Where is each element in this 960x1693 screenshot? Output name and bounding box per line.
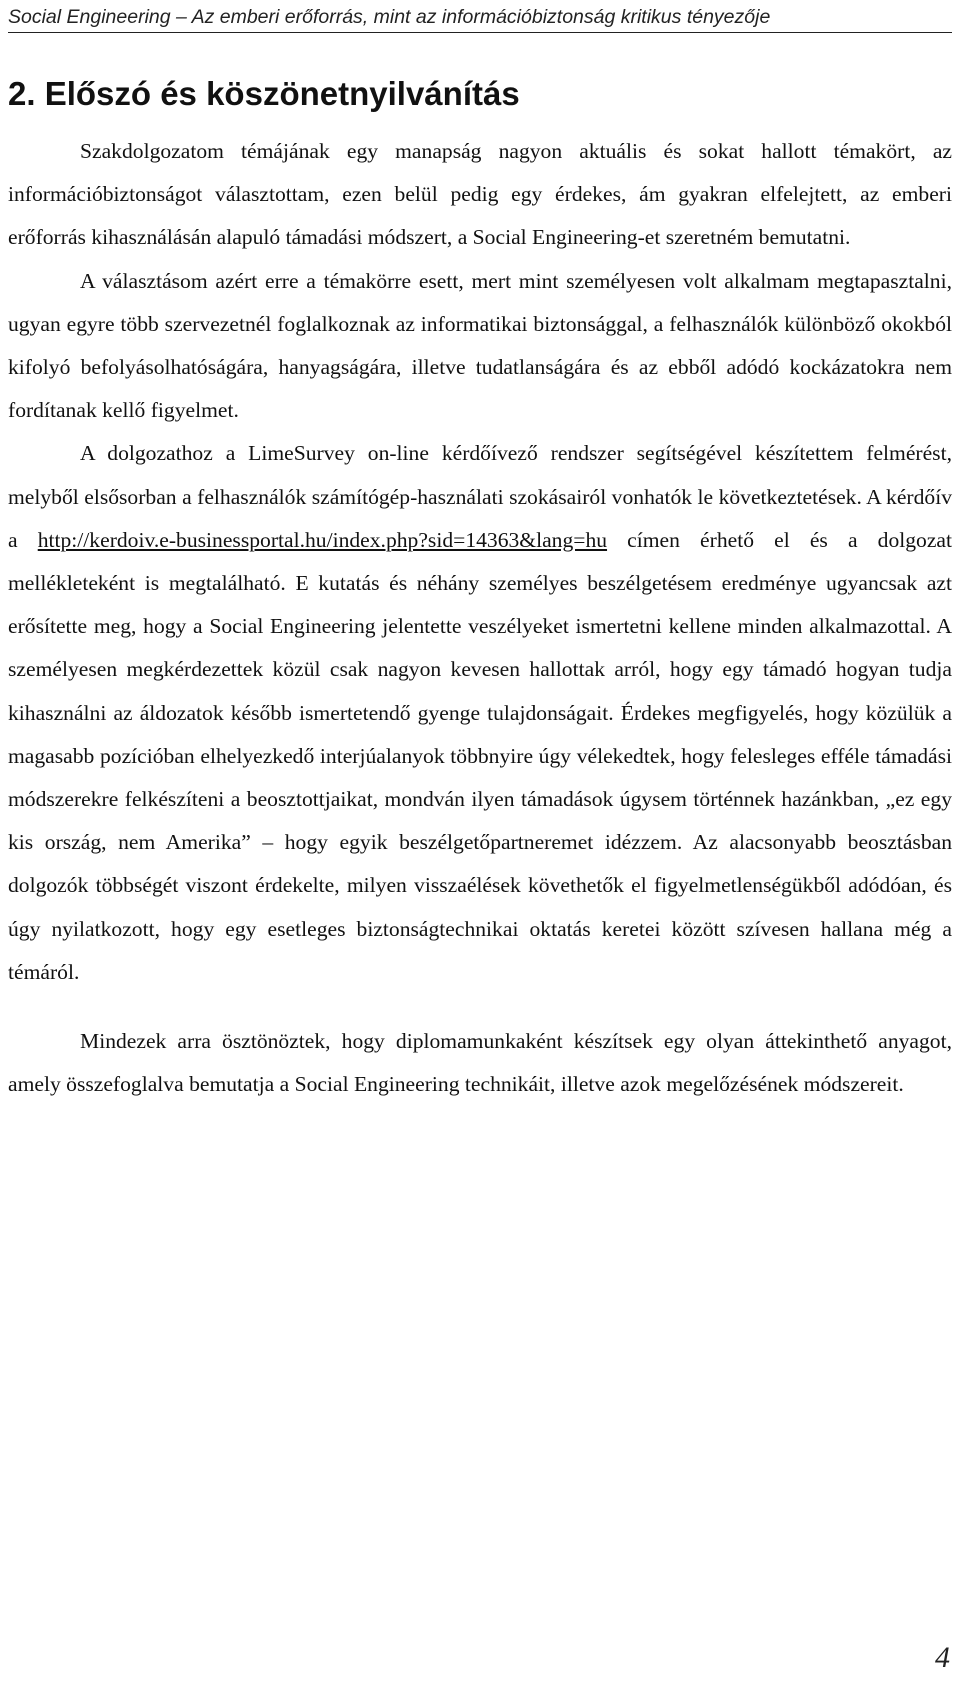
paragraph-intro: Szakdolgozatom témájának egy manapság nagyon aktuális és sokat hallott témakört, az információbiztonságot választottam, ezen belül pedig egy érdekes, ám gyakran elfelejtett, az emberi erőforrás kihasználásán alapuló támadási módszert, a Social Engineering-et szeretném bemutatni. bbox=[8, 139, 952, 250]
paragraph-motivation: A választásom azért erre a témakörre esett, mert mint személyesen volt alkalmam megtapasztalni, ugyan egyre több szervezetnél foglalkoznak az informatikai biztonsággal, a felhasználók különböző okokból kifolyó befolyásolhatóságára, hanyagságára, illetve tudatlanságára és az ebből adódó kockázatokra nem fordítanak kellő figyelmet. bbox=[8, 268, 952, 423]
running-header bbox=[8, 4, 952, 33]
page-number: 4 bbox=[935, 1641, 950, 1674]
paragraph-conclusion: Mindezek arra ösztönöztek, hogy diplomamunkaként készítsek egy olyan áttekinthető anyagot, amely összefoglalva bemutatja a Social Engineering technikáit, illetve azok megelőzésének módszereit. bbox=[8, 1029, 952, 1097]
body-text bbox=[8, 130, 952, 1106]
running-header-text: Social Engineering – Az emberi erőforrás, mint az információbiztonság kritikus tényezője bbox=[8, 6, 771, 28]
paragraph-survey-text-start: A dolgozathoz a LimeSurvey on-line kérdőívező rendszer segítségével készítettem felmérést, melyből elsősorban a felhasználók számítógép-használati szokásairól vonhatók le következtetések. A kérdőív a bbox=[8, 441, 952, 552]
paragraph-survey-text-end: címen érhető el és a dolgozat mellékleteként is megtalálható. E kutatás és néhány személyes beszélgetésem eredménye ugyancsak azt erősítette meg, hogy a Social Engineering jelentette veszélyeket ismertetni kellene minden alkalmazottal. A személyesen megkérdezettek közül csak nagyon kevesen hallottak arról, hogy egy támadó hogyan tudja kihasználni az áldozatok később ismertetendő gyenge tulajdonságait. Érdekes megfigyelés, hogy közülük a magasabb pozícióban elhelyezkedő interjúalanyok többnyire úgy vélekedtek, hogy felesleges efféle támadási módszerekre felkészíteni a beosztottjaikat, mondván ilyen támadások úgysem történnek hazánkban, „ez egy kis ország, nem Amerika” – hogy egyik beszélgetőpartneremet idézzem. Az alacsonyabb beosztásban dolgozók többségét viszont érdekelte, milyen visszaélések követhetők el figyelmetlenségükből adódóan, és úgy nyilatkozott, hogy egy esetleges biztonságtechnikai oktatás keretei között szívesen hallana még a témáról. bbox=[8, 527, 953, 984]
section-title: 2. Előszó és köszönetnyilvánítás bbox=[8, 75, 520, 112]
paragraph-survey bbox=[8, 432, 952, 994]
survey-link[interactable]: http://kerdoiv.e-businessportal.hu/index.php?sid=14363&lang=hu bbox=[37, 527, 608, 552]
